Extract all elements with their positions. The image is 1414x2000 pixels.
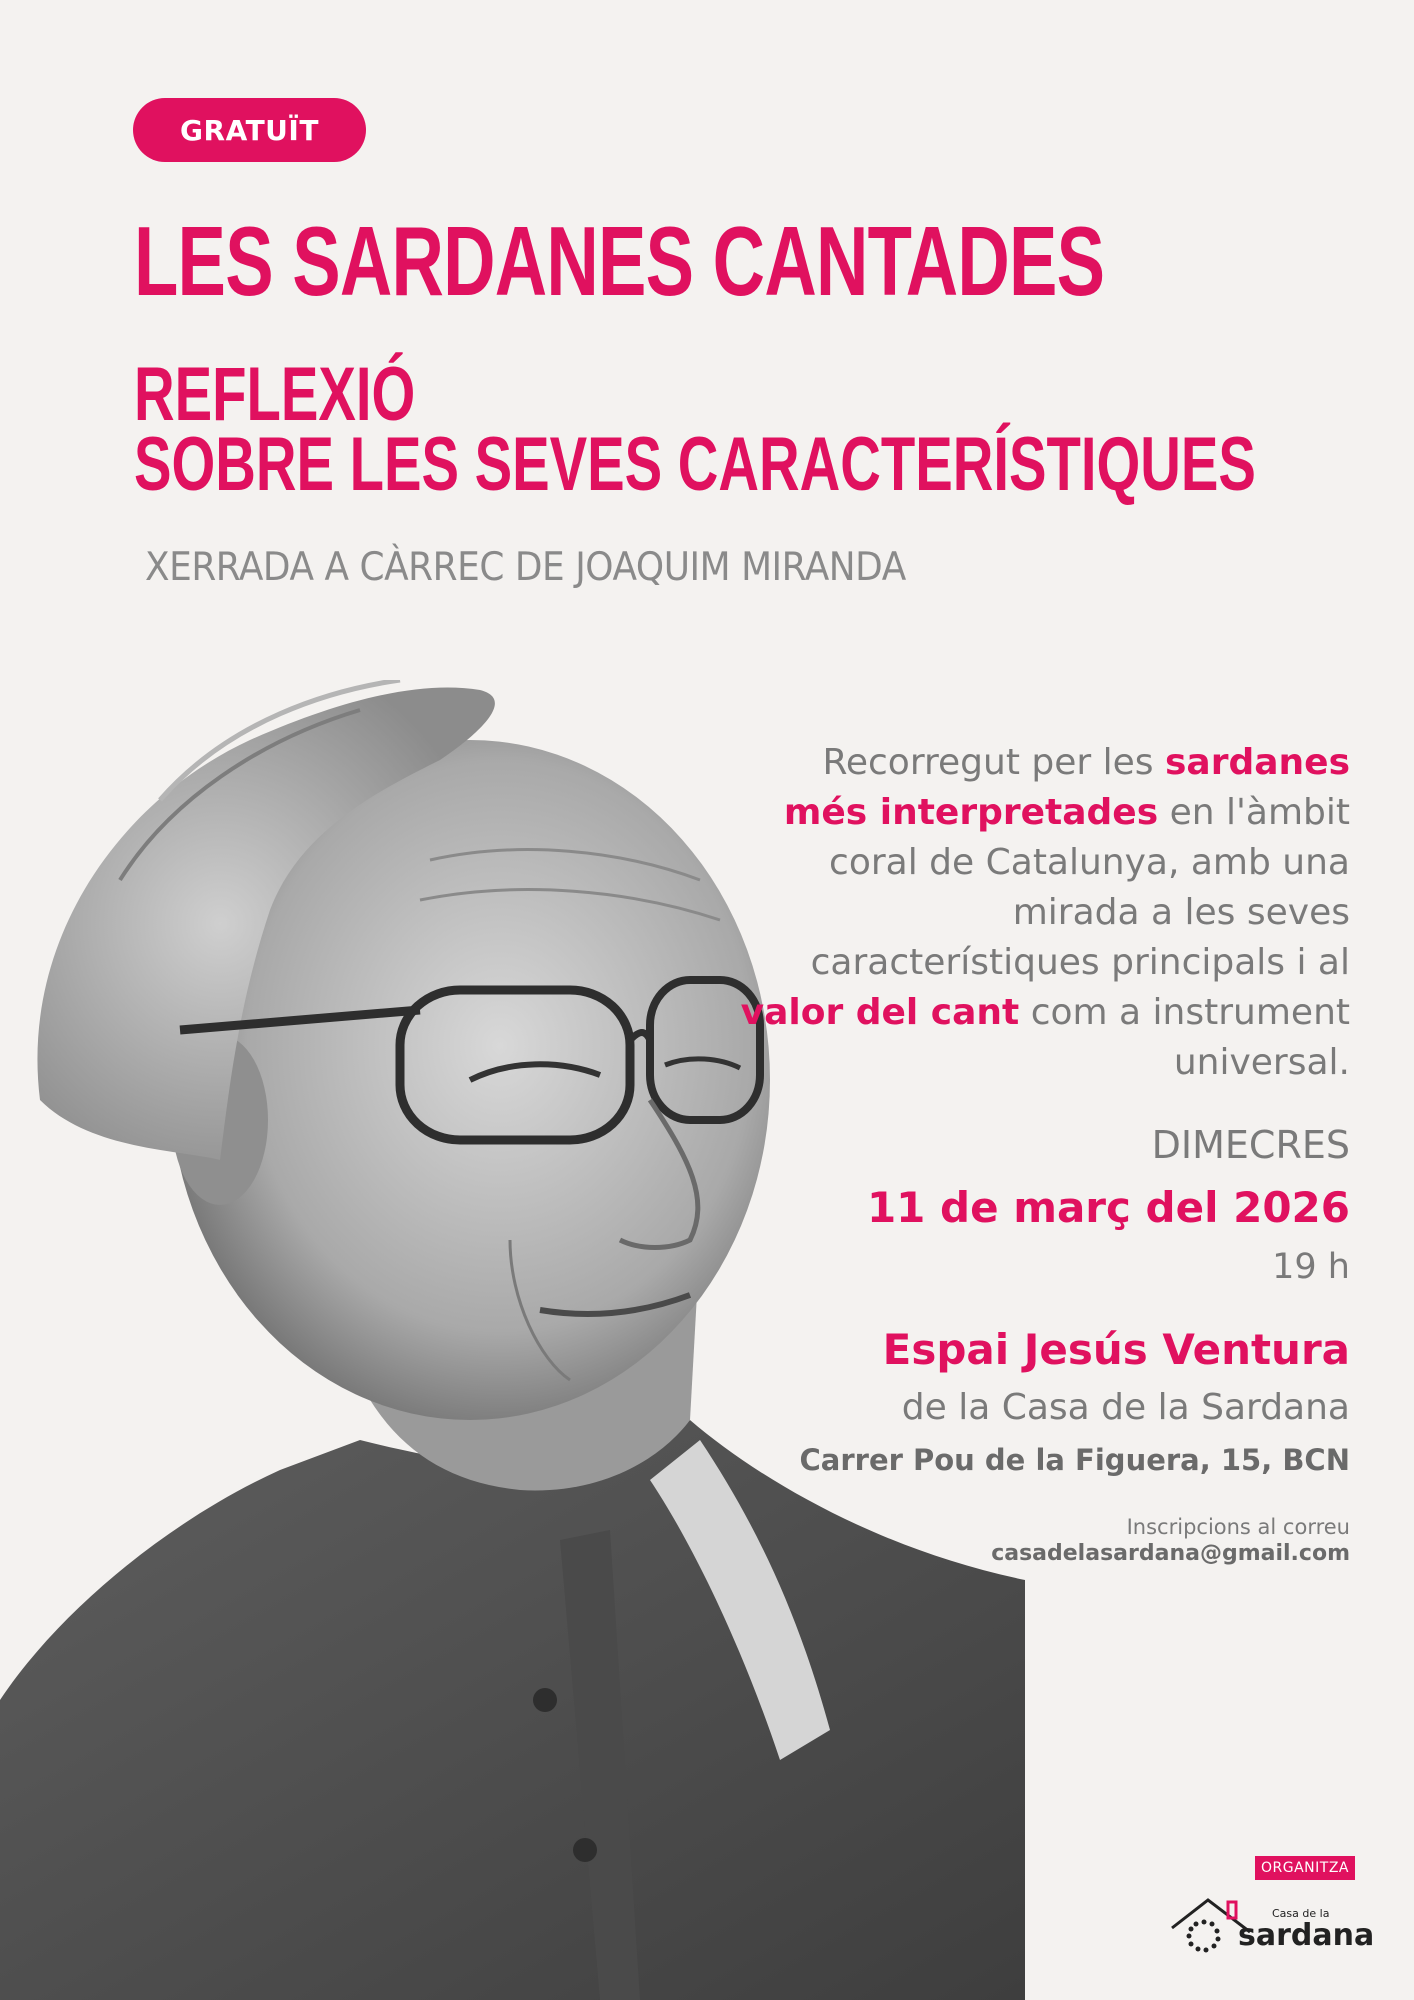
logo-text-big: sardana bbox=[1238, 1918, 1375, 1953]
event-day: DIMECRES bbox=[1151, 1123, 1350, 1167]
speaker-line: XERRADA A CÀRREC DE JOAQUIM MIRANDA bbox=[145, 545, 906, 590]
event-time: 19 h bbox=[1272, 1247, 1350, 1287]
description-text-2: en l'àmbit coral de Catalunya, amb una mirada a les seves característiques principals i al bbox=[810, 792, 1350, 983]
event-venue: Espai Jesús Ventura bbox=[882, 1325, 1350, 1374]
description-highlight-1: sardanes més interpretades bbox=[783, 742, 1350, 833]
registration-email[interactable]: casadelasardana@gmail.com bbox=[991, 1541, 1350, 1566]
free-badge: GRATUÏT bbox=[133, 98, 366, 162]
description-highlight-2: valor del cant bbox=[740, 992, 1020, 1033]
event-title: LES SARDANES CANTADES bbox=[134, 206, 1105, 316]
organizer-label: ORGANITZA bbox=[1255, 1856, 1355, 1880]
event-venue-sub: de la Casa de la Sardana bbox=[901, 1387, 1350, 1428]
description-text-3: com a instrument universal. bbox=[1019, 992, 1350, 1083]
event-description bbox=[730, 738, 1350, 1088]
event-subtitle bbox=[134, 352, 1256, 507]
logo-text-small: Casa de la bbox=[1272, 1907, 1330, 1920]
event-date: 11 de març del 2026 bbox=[866, 1183, 1350, 1232]
description-text-1: Recorregut per les bbox=[822, 742, 1165, 783]
subtitle-line-2: SOBRE LES SEVES CARACTERÍSTIQUES bbox=[134, 422, 1256, 507]
subtitle-line-1: REFLEXIÓ bbox=[134, 352, 416, 437]
event-address: Carrer Pou de la Figuera, 15, BCN bbox=[799, 1443, 1350, 1477]
registration-label: Inscripcions al correu bbox=[1126, 1515, 1350, 1539]
